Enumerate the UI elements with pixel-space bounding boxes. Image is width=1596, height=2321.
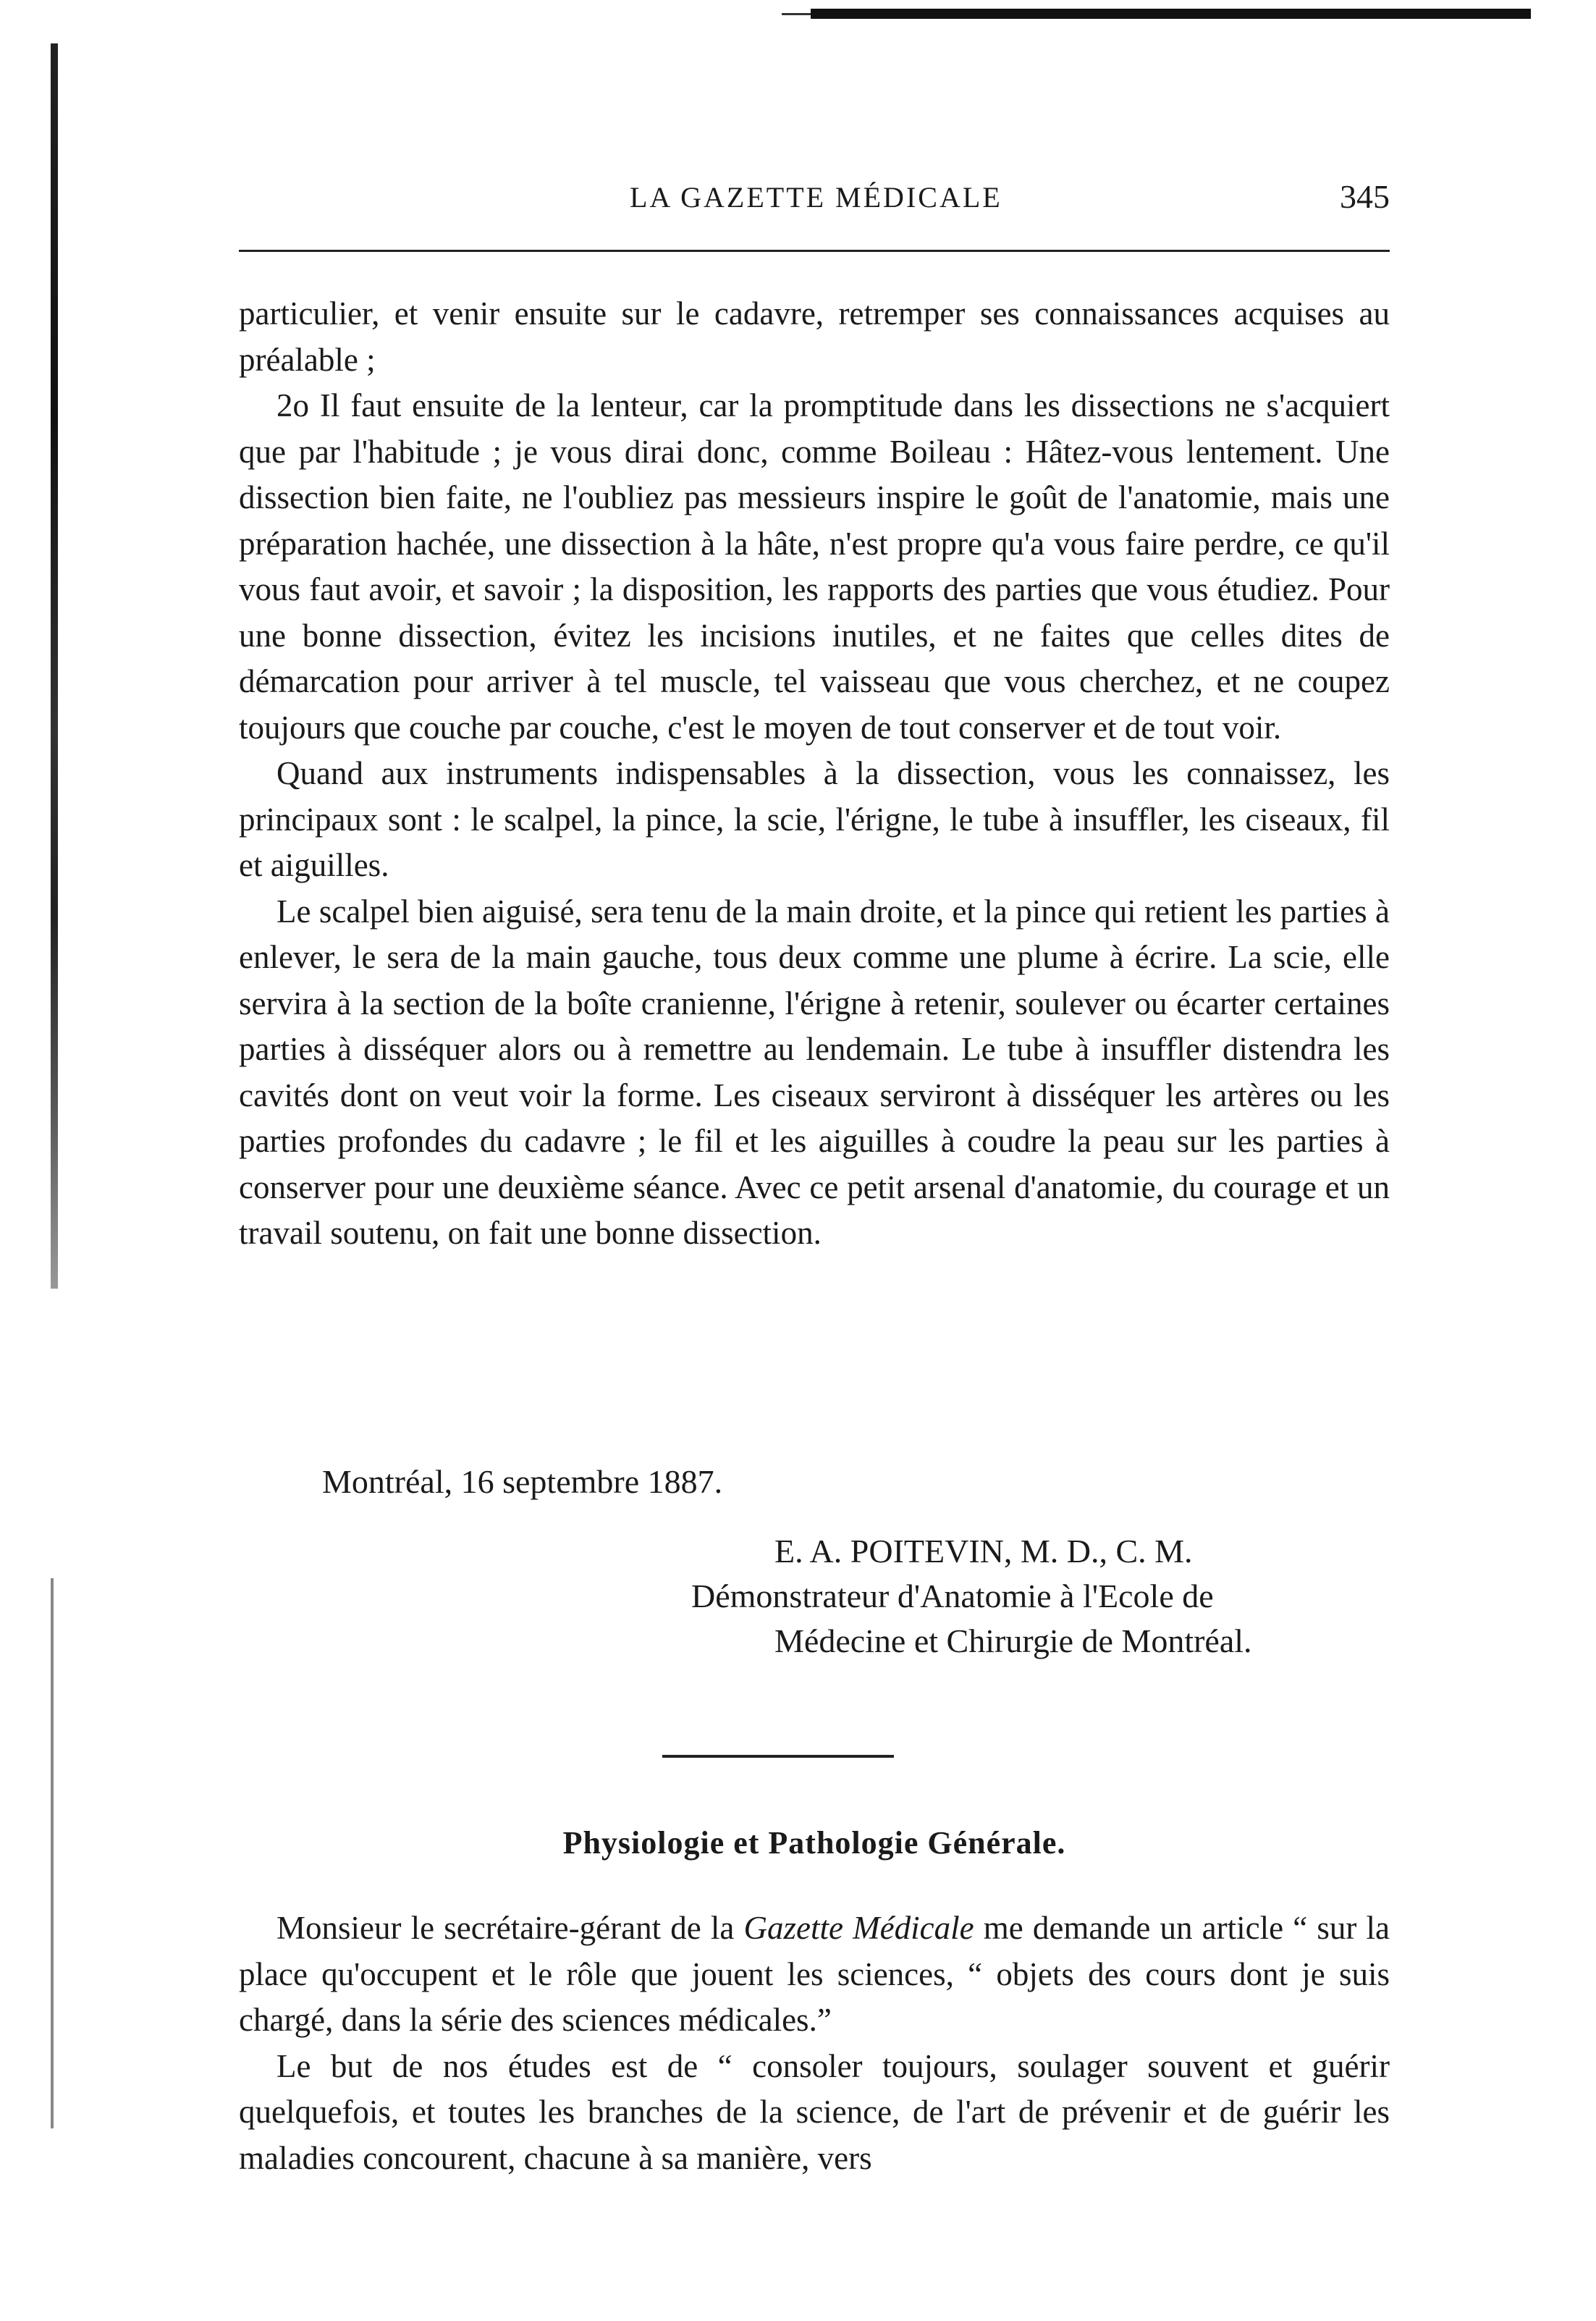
section-divider [662, 1755, 894, 1758]
scan-artifact-left-edge-faint [51, 1578, 54, 2128]
author-institution: Médecine et Chirurgie de Montréal. [774, 1622, 1252, 1659]
journal-title: Gazette Médicale [743, 1910, 974, 1946]
paragraph-text: Monsieur le secrétaire-gérant de la [276, 1910, 744, 1946]
running-head [239, 177, 1390, 221]
signature-block [691, 1529, 1252, 1664]
paragraph: particulier, et venir ensuite sur le cadavre, retremper ses connaissances acquises au préalable ; [239, 295, 1390, 378]
paragraph-text: me demande un article “ sur la place qu'occupent et le rôle que jouent les sciences, “ objets des cours dont je suis chargé, dans la série des sciences médicales.” [239, 1910, 1390, 2038]
article-body-physiologie [239, 1905, 1390, 2181]
page-number: 345 [1340, 178, 1390, 215]
header-rule [239, 250, 1390, 252]
paragraph: Le scalpel bien aiguisé, sera tenu de la main droite, et la pince qui retient les parties à enlever, le sera de la main gauche, tous deux comme une plume à écrire. La scie, elle servira à la section de la boîte cranienne, l'érigne à retenir, soulever ou écarter certaines parties à disséquer alors ou à remettre au lendemain. Le tube à insuffler distendra les cavités dont on veut voir la forme. Les ciseaux serviront à disséquer les artères ou les parties profondes du cadavre ; le fil et les aiguilles à coudre la peau sur les parties à conserver pour une deuxième séance. Avec ce petit arsenal d'anatomie, du courage et un travail soutenu, on fait une bonne dissection. [239, 893, 1390, 1251]
author-title: Démonstrateur d'Anatomie à l'Ecole de [691, 1577, 1214, 1614]
paragraph [239, 1905, 1390, 2044]
paragraph: Le but de nos études est de “ consoler toujours, soulager souvent et guérir quelquefois, et toutes les branches de la science, de l'art de prévenir et de guérir les maladies concourent, chacune à sa manière, vers [239, 2047, 1390, 2176]
paragraph: 2o Il faut ensuite de la lenteur, car la promptitude dans les dissections ne s'acquiert que par l'habitude ; je vous dirai donc, comme Boileau : Hâtez-vous lentement. Une dissection bien faite, ne l'oubliez pas messieurs inspire le goût de l'anatomie, mais une préparation hachée, une dissection à la hâte, n'est propre qu'a vous faire perdre, ce qu'il vous faut avoir, et savoir ; la disposition, les rapports des parties que vous étudiez. Pour une bonne dissection, évitez les incisions inutiles, et ne faites que celles dites de démarcation pour arriver à tel muscle, tel vaisseau que vous cherchez, et ne coupez toujours que couche par couche, c'est le moyen de tout conserver et de tout voir. [239, 387, 1390, 746]
scan-artifact-top-bar [811, 9, 1531, 19]
scan-artifact-rule-thin [782, 13, 811, 15]
article-body-dissection [239, 291, 1390, 1257]
scan-artifact-left-edge [51, 43, 58, 1289]
running-title: LA GAZETTE MÉDICALE [630, 181, 1002, 214]
section-heading: Physiologie et Pathologie Générale. [562, 1825, 1066, 1861]
paragraph: Quand aux instruments indispensables à la dissection, vous les connaissez, les principaux sont : le scalpel, la pince, la scie, l'érigne, le tube à insuffler, les ciseaux, fil et aiguilles. [239, 755, 1390, 883]
author-name: E. A. POITEVIN, M. D., C. M. [774, 1533, 1193, 1570]
dateline: Montréal, 16 septembre 1887. [322, 1463, 723, 1500]
